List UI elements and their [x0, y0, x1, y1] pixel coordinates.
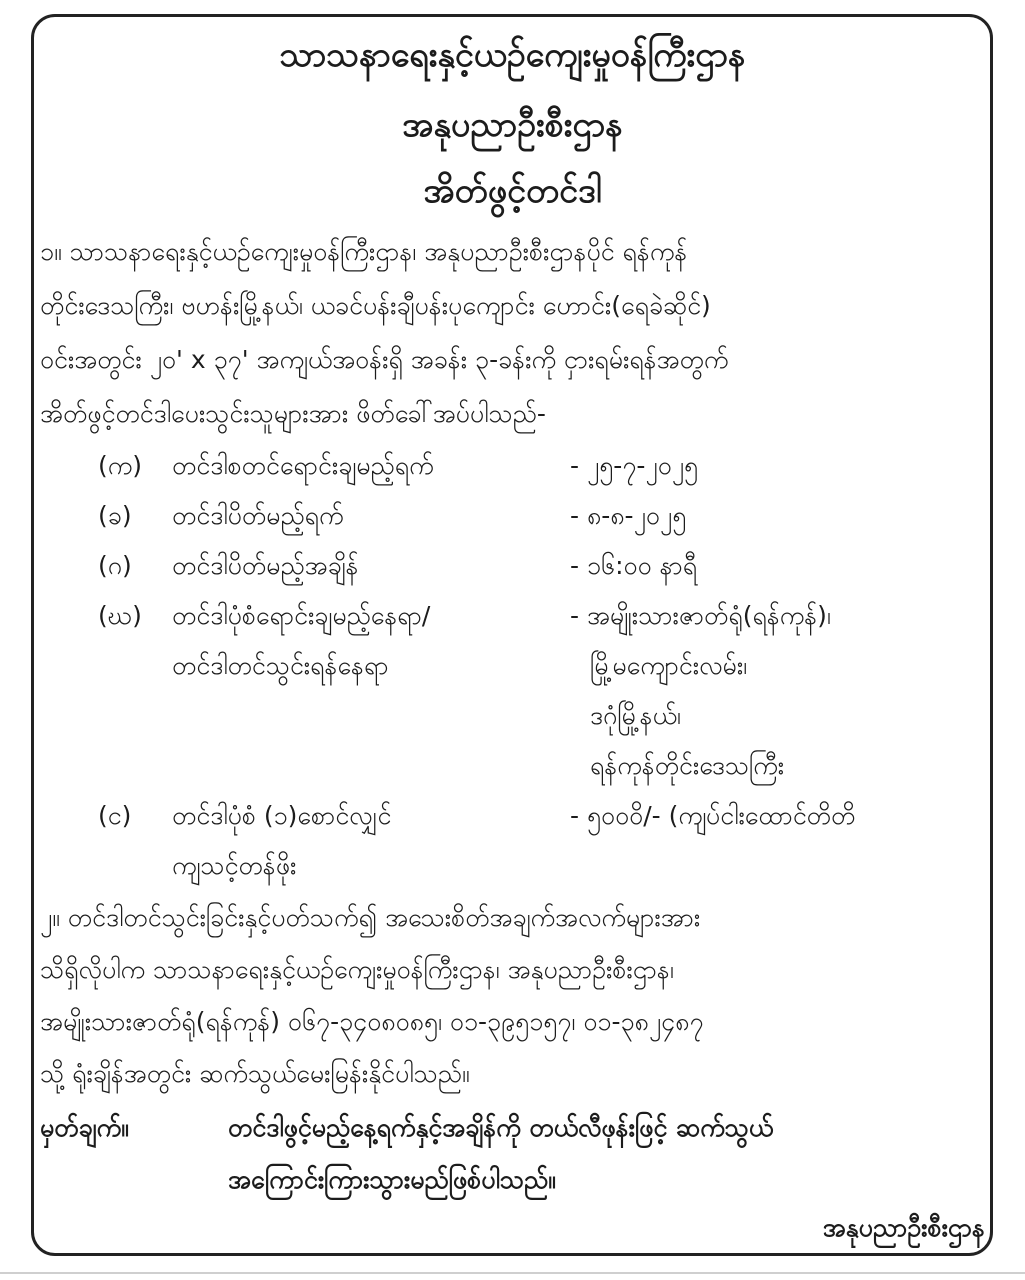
item-gha-label: (ဃ) [98, 601, 142, 630]
item-ka-text: တင်ဒါစတင်ရောင်းချမည့်ရက် [172, 451, 434, 480]
para2-line3: အမျိုးသားဇာတ်ရုံ(ရန်ကုန်) ၀၆၇-၃၄၀၈၀၈၅၊ ၀၁-၃၉၅၁၅၇၊ ၀၁-၃၈၂၄၈၇ [40, 1007, 704, 1036]
signature: အနုပညာဦးစီးဌာန [822, 1213, 985, 1242]
para1-line2: တိုင်းဒေသကြီး၊ ဗဟန်းမြို့နယ်၊ ယခင်ပန်းချီပန်းပုကျောင်း ဟောင်း(ရေခဲဆိုင်) [40, 291, 711, 320]
item-kha-value: - ၈-၈-၂၀၂၅ [570, 501, 687, 530]
department-title: အနုပညာဦးစီးဌာန [402, 105, 623, 145]
para2-line1: ၂။ တင်ဒါတင်သွင်းခြင်းနှင့်ပတ်သက်၍ အသေးစိတ်အချက်အလက်များအား [40, 903, 701, 932]
item-nga-text: တင်ဒါပုံစံ (၁)စောင်လျှင် [172, 801, 392, 830]
para1-line1: ၁။ သာသနာရေးနှင့်ယဉ်ကျေးမှုဝန်ကြီးဌာန၊ အနုပညာဦးစီးဌာနပိုင် ရန်ကုန် [40, 237, 688, 266]
item-gha-value4: ရန်ကုန်တိုင်းဒေသကြီး [590, 751, 785, 780]
para2-line2: သိရှိလိုပါက သာသနာရေးနှင့်ယဉ်ကျေးမှုဝန်ကြီးဌာန၊ အနုပညာဦးစီးဌာန၊ [40, 955, 674, 984]
item-gha-text2: တင်ဒါတင်သွင်းရန်နေရာ [172, 651, 389, 680]
item-gha-value3: ဒဂုံမြို့နယ်၊ [590, 701, 681, 730]
item-nga-value: - ၅၀၀၀ိ/- (ကျပ်ငါးထောင်တိတိ [570, 801, 856, 830]
item-nga-text2: ကျသင့်တန်ဖိုး [172, 851, 297, 880]
item-ga-text: တင်ဒါပိတ်မည့်အချိန် [172, 551, 359, 580]
item-kha-label: (ခ) [98, 501, 132, 530]
item-kha-text: တင်ဒါပိတ်မည့်ရက် [172, 501, 344, 530]
item-ga-label: (ဂ) [98, 551, 132, 580]
item-gha-text: တင်ဒါပုံစံရောင်းချမည့်နေရာ/ [172, 601, 431, 630]
notice-title: အိတ်ဖွင့်တင်ဒါ [423, 171, 602, 211]
item-ga-value: - ၁၆:၀၀ နာရီ [570, 551, 698, 580]
ministry-title: သာသနာရေးနှင့်ယဉ်ကျေးမှုဝန်ကြီးဌာန [279, 35, 746, 75]
note-label: မှတ်ချက်။ [40, 1113, 129, 1142]
para1-line3: ဝင်းအတွင်း ၂၀' x ၃၇' အကျယ်အဝန်းရှိ အခန်း ၃-ခန်းကို ငှားရမ်းရန်အတွက် [40, 345, 729, 374]
item-ka-value: - ၂၅-၇-၂၀၂၅ [570, 451, 699, 480]
note-line1: တင်ဒါဖွင့်မည့်နေ့ရက်နှင့်အချိန်ကို တယ်လီဖုန်းဖြင့် ဆက်သွယ် [228, 1113, 774, 1142]
para2-line4: သို့ ရုံးချိန်အတွင်း ဆက်သွယ်မေးမြန်းနိုင်ပါသည်။ [40, 1059, 470, 1088]
divider [0, 1272, 1025, 1274]
item-gha-value: - အမျိုးသားဇာတ်ရုံ(ရန်ကုန်)၊ [570, 601, 831, 630]
note-line2: အကြောင်းကြားသွားမည်ဖြစ်ပါသည်။ [228, 1165, 556, 1194]
item-ka-label: (က) [98, 451, 142, 480]
para1-line4: အိတ်ဖွင့်တင်ဒါပေးသွင်းသူများအား ဖိတ်ခေါ်အပ်ပါသည်- [40, 399, 546, 428]
item-nga-label: (င) [98, 801, 132, 830]
item-gha-value2: မြို့မကျောင်းလမ်း၊ [590, 651, 748, 680]
